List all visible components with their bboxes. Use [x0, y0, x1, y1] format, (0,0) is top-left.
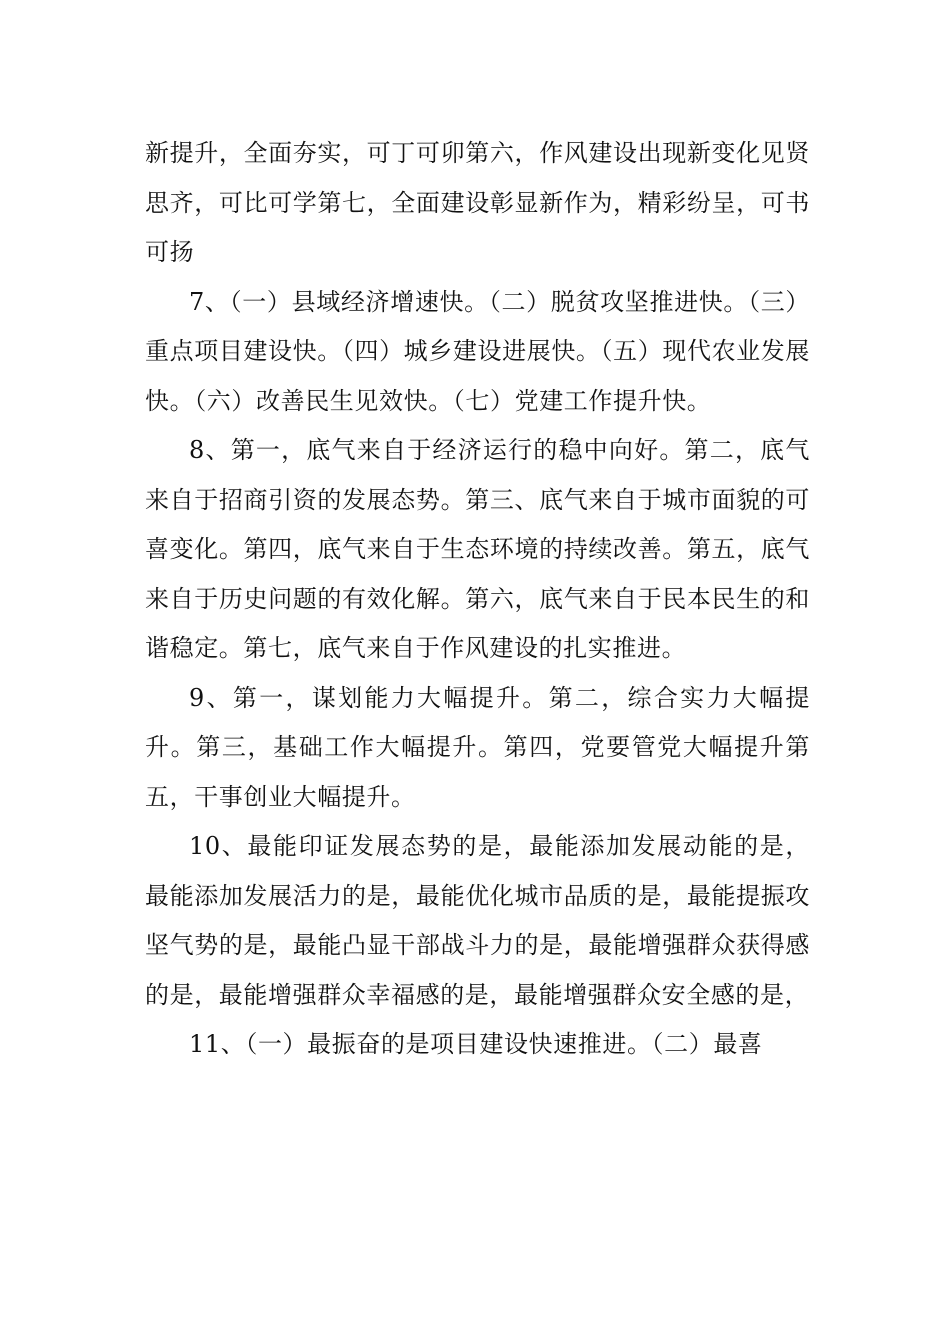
paragraph-item-8: 8、第一，底气来自于经济运行的稳中向好。第二，底气来自于招商引资的发展态势。第三、底气来自于城市面貌的可喜变化。第四，底气来自于生态环境的持续改善。第五，底气来自于历史问题的有效化解。第六，底气来自于民本民生的和谐稳定。第七，底气来自于作风建设的扎实推进。 — [145, 436, 810, 662]
paragraph-item-10: 10、最能印证发展态势的是，最能添加发展动能的是，最能添加发展活力的是，最能优化城市品质的是，最能提振攻坚气势的是，最能凸显干部战斗力的是，最能增强群众获得感的是，最能增强群众幸福感的是，最能增强群众安全感的是， — [145, 832, 810, 1009]
paragraph-item-11: 11、（一）最振奋的是项目建设快速推进。（二）最喜 — [189, 1030, 763, 1058]
paragraph-continuation: 新提升，全面夯实，可丁可卯第六，作风建设出现新变化见贤思齐，可比可学第七，全面建设彰显新作为，精彩纷呈，可书可扬 — [145, 139, 810, 266]
paragraph-item-7: 7、（一）县域经济增速快。（二）脱贫攻坚推进快。（三）重点项目建设快。（四）城乡建设进展快。（五）现代农业发展快。（六）改善民生见效快。（七）党建工作提升快。 — [145, 287, 810, 415]
paragraph-item-9: 9、第一，谋划能力大幅提升。第二，综合实力大幅提升。第三，基础工作大幅提升。第四，党要管党大幅提升第五，干事创业大幅提升。 — [145, 683, 810, 811]
document-body — [145, 129, 810, 1070]
